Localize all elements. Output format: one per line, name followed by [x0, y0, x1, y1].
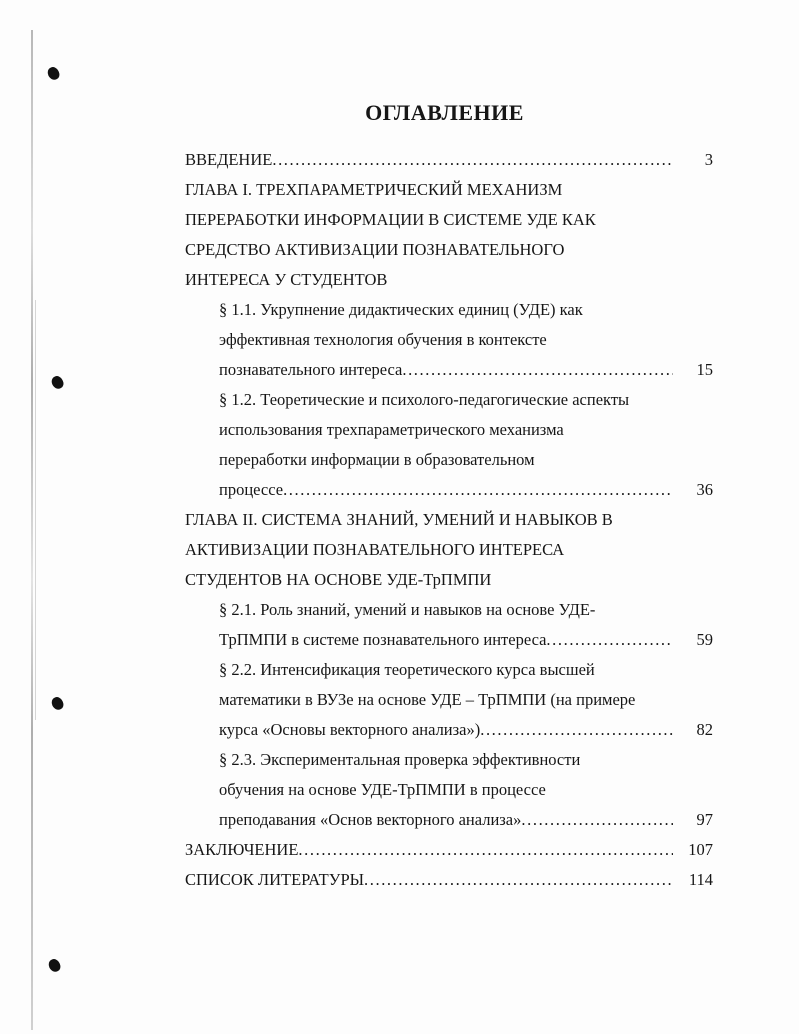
toc-entry-label: преподавания «Основ векторного анализа»	[219, 810, 522, 829]
dot-leader	[402, 355, 673, 385]
toc-page-number: 82	[696, 720, 713, 739]
binding-edge	[31, 30, 33, 1030]
toc-page-number: 15	[696, 360, 713, 379]
toc-page-number: 107	[688, 840, 713, 859]
dot-leader	[521, 805, 673, 835]
chapter-1-heading-line: ПЕРЕРАБОТКИ ИНФОРМАЦИИ В СИСТЕМЕ УДЕ КАК	[185, 210, 596, 229]
punch-hole-mark	[46, 65, 61, 81]
punch-hole-mark	[47, 957, 62, 973]
section-1-2-line: § 1.2. Теоретические и психолого-педагогические аспекты	[219, 390, 630, 409]
dot-leader	[298, 835, 673, 865]
toc-page-number: 114	[688, 870, 713, 889]
section-2-3-line: обучения на основе УДЕ-ТрПМПИ в процессе	[219, 780, 546, 799]
dot-leader	[283, 475, 673, 505]
toc-page-number: 36	[696, 480, 713, 499]
toc-entry-section-2-3[interactable]	[185, 805, 713, 835]
toc-page-number: 97	[696, 810, 713, 829]
dot-leader	[364, 865, 673, 895]
punch-hole-mark	[50, 695, 65, 711]
table-of-contents	[185, 145, 713, 895]
chapter-2-heading-line: ГЛАВА II. СИСТЕМА ЗНАНИЙ, УМЕНИЙ И НАВЫКОВ В	[185, 510, 613, 529]
toc-entry-label: курса «Основы векторного анализа»)	[219, 720, 481, 739]
section-2-2-line: § 2.2. Интенсификация теоретического курса высшей	[219, 660, 595, 679]
chapter-1-heading-line: ГЛАВА I. ТРЕХПАРАМЕТРИЧЕСКИЙ МЕХАНИЗМ	[185, 180, 563, 199]
toc-page-number: 3	[704, 150, 713, 169]
toc-entry-conclusion[interactable]	[185, 835, 713, 865]
toc-entry-label: ТрПМПИ в системе познавательного интереса	[219, 630, 547, 649]
section-2-2-line: математики в ВУЗе на основе УДЕ – ТрПМПИ (на примере	[219, 690, 636, 709]
chapter-1-heading-line: СРЕДСТВО АКТИВИЗАЦИИ ПОЗНАВАТЕЛЬНОГО	[185, 240, 565, 259]
toc-entry-section-1-1[interactable]	[185, 355, 713, 385]
toc-entry-section-2-1[interactable]	[185, 625, 713, 655]
toc-entry-label: ЗАКЛЮЧЕНИЕ	[185, 840, 299, 859]
section-1-2-line: переработки информации в образовательном	[219, 450, 535, 469]
dot-leader	[272, 145, 673, 175]
section-2-3-line: § 2.3. Экспериментальная проверка эффективности	[219, 750, 581, 769]
toc-entry-label: познавательного интереса	[219, 360, 403, 379]
toc-entry-section-1-2[interactable]	[185, 475, 713, 505]
toc-entry-label: СПИСОК ЛИТЕРАТУРЫ	[185, 870, 365, 889]
section-2-1-line: § 2.1. Роль знаний, умений и навыков на основе УДЕ-	[219, 600, 596, 619]
chapter-1-heading-line: ИНТЕРЕСА У СТУДЕНТОВ	[185, 270, 388, 289]
chapter-2-heading-line: АКТИВИЗАЦИИ ПОЗНАВАТЕЛЬНОГО ИНТЕРЕСА	[185, 540, 565, 559]
page-title: ОГЛАВЛЕНИЕ	[365, 100, 524, 125]
punch-hole-mark	[50, 374, 65, 390]
chapter-2-heading-line: СТУДЕНТОВ НА ОСНОВЕ УДЕ-ТрПМПИ	[185, 570, 492, 589]
section-1-2-line: использования трехпараметрического механизма	[219, 420, 564, 439]
section-1-1-line: § 1.1. Укрупнение дидактических единиц (УДЕ) как	[219, 300, 583, 319]
toc-entry-intro[interactable]	[185, 145, 713, 175]
toc-page-number: 59	[696, 630, 713, 649]
toc-entry-label: ВВЕДЕНИЕ	[185, 150, 273, 169]
toc-entry-label: процессе	[219, 480, 284, 499]
binding-edge-secondary	[35, 300, 36, 720]
toc-entry-bibliography[interactable]	[185, 865, 713, 895]
dot-leader	[546, 625, 673, 655]
section-1-1-line: эффективная технология обучения в контексте	[219, 330, 547, 349]
toc-entry-section-2-2[interactable]	[185, 715, 713, 745]
dot-leader	[480, 715, 673, 745]
